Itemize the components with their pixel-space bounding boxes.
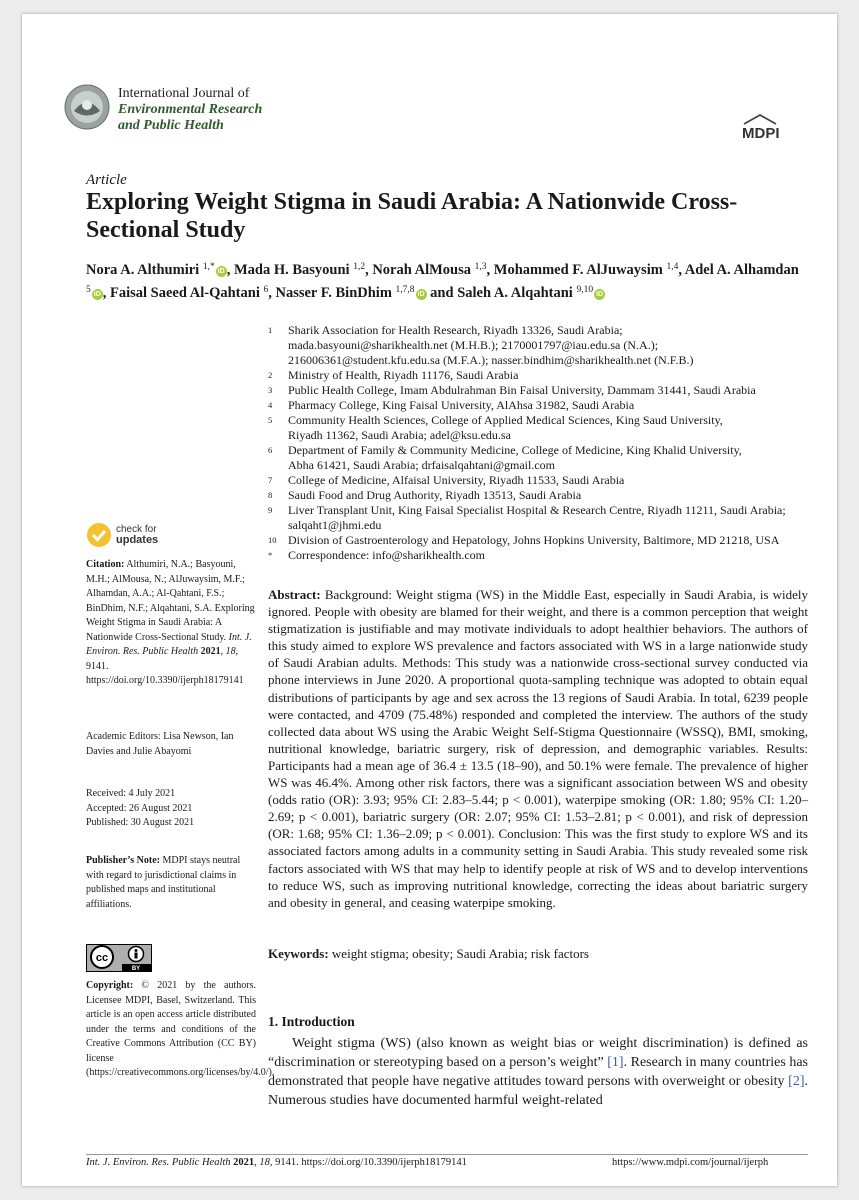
affiliation-text — [288, 473, 798, 488]
affiliation-item — [268, 548, 798, 563]
svg-text:MDPI: MDPI — [742, 125, 780, 140]
author-name: Norah AlMousa — [372, 262, 475, 278]
orcid-icon[interactable]: iD — [217, 268, 225, 275]
footer-year: 2021 — [230, 1157, 255, 1168]
affiliation-number: * — [268, 550, 273, 560]
date-received: Received: 4 July 2021 — [86, 788, 176, 799]
author-name: Adel A. Alhamdan — [684, 262, 799, 278]
author-name: Nasser F. BinDhim — [275, 285, 396, 301]
affiliation-number: 2 — [268, 370, 273, 380]
citation-journal: Int. J. Environ. Res. Public Health — [86, 631, 252, 657]
article-type: Article — [86, 172, 127, 188]
footer-journal-url[interactable]: https://www.mdpi.com/journal/ijerph — [612, 1157, 769, 1168]
affiliation-number: 8 — [268, 490, 273, 500]
affiliation-text — [288, 383, 798, 398]
affiliation-line: College of Medicine, Alfaisal University, Riyadh 11533, Saudi Arabia — [288, 473, 625, 487]
author-name: Mada H. Basyouni — [233, 262, 354, 278]
affiliation-line: Division of Gastroenterology and Hepatology, Johns Hopkins University, Baltimore, MD 21218, USA — [288, 533, 780, 547]
footer-volume: , 18 — [254, 1157, 270, 1168]
check-updates-line2: updates — [116, 534, 159, 546]
affiliation-number: 4 — [268, 400, 273, 410]
author-affiliation-sup: 1,7,8 — [395, 285, 415, 295]
affiliation-line: mada.basyouni@sharikhealth.net (M.H.B.); 2170001797@iau.edu.sa (N.A.); — [288, 338, 659, 352]
affiliation-item — [268, 473, 798, 488]
citation-year: 2021 — [198, 646, 221, 657]
citation-volume: , 18 — [220, 646, 236, 657]
author-name: Saleh A. Alqahtani — [457, 285, 577, 301]
copyright-label: Copyright: — [86, 980, 134, 991]
page — [22, 14, 837, 1186]
orcid-icon[interactable]: iD — [596, 291, 604, 298]
affiliation-text — [288, 503, 798, 533]
author-name: Faisal Saeed Al-Qahtani — [110, 285, 264, 301]
affiliation-line: Liver Transplant Unit, King Faisal Specialist Hospital & Research Centre, Riyadh 11211, Saudi Arabia; — [288, 503, 786, 517]
affiliation-line: Community Health Sciences, College of Applied Medical Sciences, King Saud University, — [288, 413, 723, 427]
affiliation-line: Sharik Association for Health Research, Riyadh 13326, Saudi Arabia; — [288, 323, 623, 337]
publisher-note-label: Publisher’s Note: — [86, 855, 160, 866]
date-published: Published: 30 August 2021 — [86, 817, 195, 828]
affiliation-line: Public Health College, Imam Abdulrahman Bin Faisal University, Dammam 31441, Saudi Arabia — [288, 383, 756, 397]
affiliation-number: 3 — [268, 385, 273, 395]
author-name: Mohammed F. AlJuwaysim — [493, 262, 667, 278]
affiliation-item — [268, 368, 798, 383]
affiliation-text — [288, 548, 798, 563]
affiliation-text — [288, 413, 798, 443]
reference-link-2[interactable]: [2] — [788, 1074, 805, 1089]
affiliation-text — [288, 443, 798, 473]
svg-text:BY: BY — [131, 966, 141, 972]
affiliation-text — [288, 488, 798, 503]
intro-paragraph — [268, 1034, 808, 1110]
affiliation-line: Saudi Food and Drug Authority, Riyadh 13513, Saudi Arabia — [288, 488, 582, 502]
paper-title: Exploring Weight Stigma in Saudi Arabia: A Nationwide Cross-Sectional Study — [86, 189, 738, 243]
copyright-text: © 2021 by the authors. Licensee MDPI, Basel, Switzerland. This article is an open access article distributed under the terms and conditions of the Creative Commons Attribution (CC BY) license (https://creativecommons.org/licenses/by/4.0/). — [86, 980, 275, 1078]
abstract-label: Abstract: — [268, 587, 321, 602]
affiliation-line: salqaht1@jhmi.edu — [288, 518, 382, 532]
affiliation-line: Pharmacy College, King Faisal University, AlAhsa 31982, Saudi Arabia — [288, 398, 635, 412]
citation-label: Citation: — [86, 559, 125, 570]
affiliation-line: Abha 61421, Saudi Arabia; drfaisalqahtani@gmail.com — [288, 458, 555, 472]
affiliation-number: 9 — [268, 505, 273, 515]
publisher-note-text: MDPI stays neutral with regard to jurisdictional claims in published maps and institutional affiliations. — [86, 855, 241, 910]
affiliation-number: 5 — [268, 415, 273, 425]
author-affiliation-sup: 1,2 — [353, 262, 366, 272]
journal-logo-icon — [64, 84, 110, 130]
affiliation-item — [268, 383, 798, 398]
affiliation-text — [288, 323, 798, 368]
footer-citation — [86, 1157, 467, 1168]
citation-block — [86, 558, 256, 689]
abstract-text: Background: Weight stigma (WS) in the Middle East, especially in Saudi Arabia, is widely ignored. People with obesity are blamed for their weight, and there is a common perception that weight stigmatization is justifiable and may motivate individuals to adopt healthier behaviors. The authors of this study aimed to explore WS prevalence and factors associated with WS in a large nationwide study of Saudi Arabian adults. Methods: This study was a nationwide cross-sectional survey conducted via phone interviews in June 2020. A proportional quota-sampling technique was adopted to obtain equal distributions of participants by age and sex across the 13 regions of Saudi Arabia. In total, 6239 people were contacted, and 4709 (75.48%) responded and completed the interview. The authors of the study collected data about WS using the Arabic Weight Self-Stigma Questionnaire (WSSQ), BMI, smoking, nutritional knowledge, bariatric surgery, risk of depression, and demographic variables. Results: Participants had a mean age of 36.4 ± 13.5 (18–90), and 50.1% were female. The prevalence of higher WS was 46.4%. Among other risk factors, there was a significant association between WS and obesity (odds ratio (OR): 3.93; 95% CI: 2.83–5.44; p < 0.001), waterpipe smoking (OR: 1.80; 95% CI: 1.20–2.69; p < 0.001), bariatric surgery (OR: 2.07; 95% CI: 1.53–2.81; p < 0.001), and risk of depression (OR: 1.68; 95% CI: 1.36–2.09; p < 0.001). Conclusion: This was the first study to explore WS and its associated factors among adults in a community setting in Saudi Arabia. This study revealed some risk factors associated with WS that may help to identify people at risk of WS and to develop interventions to reduce WS, such as improving nutritional knowledge, correcting the ideas about bariatric surgery and obesity in general, and ceasing waterpipe smoking. — [268, 587, 808, 910]
affiliation-number: 1 — [268, 325, 273, 335]
affiliation-item — [268, 533, 798, 548]
keywords-text: weight stigma; obesity; Saudi Arabia; risk factors — [328, 946, 589, 961]
author-affiliation-sup: 6 — [263, 285, 269, 295]
affiliation-line: Riyadh 11362, Saudi Arabia; adel@ksu.edu.sa — [288, 428, 511, 442]
citation-text: Althumiri, N.A.; Basyouni, M.H.; AlMousa, N.; AlJuwaysim, M.F.; Alhamdan, A.A.; Al-Qahtani, F.S.; BinDhim, N.F.; Alqahtani, S.A. Exploring Weight Stigma in Saudi Arabia: A Nationwide Cross-Sectional Study. — [86, 559, 255, 643]
copyright-block — [86, 979, 275, 1081]
keywords-label: Keywords: — [268, 946, 329, 961]
academic-editors: Academic Editors: Lisa Newson, Ian Davies and Julie Abayomi — [86, 731, 234, 757]
author-affiliation-sup: 5 — [86, 285, 91, 295]
date-accepted: Accepted: 26 August 2021 — [86, 802, 193, 814]
check-updates-line1: check for — [116, 524, 157, 535]
author-affiliation-sup: 1,* — [202, 262, 215, 272]
author-affiliation-sup: 1,4 — [666, 262, 679, 272]
section-heading-introduction: 1. Introduction — [268, 1014, 355, 1029]
author-affiliation-sup: 9,10 — [576, 285, 594, 295]
affiliation-line: Ministry of Health, Riyadh 11176, Saudi Arabia — [288, 368, 519, 382]
footer-journal: Int. J. Environ. Res. Public Health — [86, 1157, 231, 1168]
affiliation-item — [268, 488, 798, 503]
affiliation-line: Department of Family & Community Medicine, College of Medicine, King Khalid University, — [288, 443, 742, 457]
affiliation-item — [268, 323, 798, 368]
affiliation-text — [288, 533, 798, 548]
author-name: Nora A. Althumiri — [86, 262, 203, 278]
affiliation-line: Correspondence: info@sharikhealth.com — [288, 548, 485, 562]
abstract — [268, 586, 808, 911]
author-list: Nora A. Althumiri $^{1,*}$ iD , Mada H. Basyouni $^{1,2}$, Norah AlMousa $^{1,3}$, Mohammed F. AlJuwaysim $^{1,4}$, Adel A. Alhamdan $^5$ iD , Faisal Saeed Al-Qahtani $^6$, Nasser F. BinDhim $^{1,7,8}$ iD and Saleh A. Alqahtani $^{9,10}$ iD — [86, 262, 799, 301]
dates-block — [86, 787, 256, 831]
affiliation-item — [268, 398, 798, 413]
cc-by-license-icon[interactable] — [86, 944, 152, 972]
affiliation-item — [268, 443, 798, 473]
affiliation-number: 6 — [268, 445, 273, 455]
intro-text-1: Weight stigma (WS) (also known as weight bias or weight discrimination) is defined as “discrimination or stereotyping based on a person’s weight” — [268, 1036, 808, 1070]
mdpi-logo-icon — [740, 112, 804, 140]
reference-link-1[interactable]: [1] — [607, 1055, 624, 1070]
affiliation-line: 216006361@student.kfu.edu.sa (M.F.A.); nasser.bindhim@sharikhealth.net (N.F.B.) — [288, 353, 694, 367]
citation-rest: , 9141. https://doi.org/10.3390/ijerph18179141 — [86, 646, 244, 686]
affiliation-text — [288, 398, 798, 413]
intro-text-2: . Research in many countries has demonstrated that people have negative attitudes toward persons with overweight or obesity — [268, 1055, 808, 1089]
check-for-updates-button[interactable] — [86, 520, 196, 550]
orcid-icon[interactable]: iD — [417, 291, 425, 298]
author-affiliation-sup: 1,3 — [474, 262, 487, 272]
keywords — [268, 946, 808, 962]
affiliations — [268, 323, 798, 563]
publisher-note — [86, 854, 256, 912]
affiliation-number: 10 — [268, 535, 277, 545]
svg-text:cc: cc — [95, 952, 109, 964]
affiliation-text — [288, 368, 798, 383]
footer-doi[interactable]: , 9141. https://doi.org/10.3390/ijerph18179141 — [269, 1157, 467, 1168]
intro-text-3: . Numerous studies have documented harmful weight-related — [268, 1074, 808, 1108]
orcid-icon[interactable]: iD — [93, 291, 101, 298]
check-updates-icon — [86, 522, 112, 548]
affiliation-item — [268, 503, 798, 533]
affiliation-number: 7 — [268, 475, 273, 485]
footer-divider — [86, 1154, 808, 1155]
journal-name: International Journal of Environmental Research and Public Health — [118, 86, 263, 133]
affiliation-item — [268, 413, 798, 443]
